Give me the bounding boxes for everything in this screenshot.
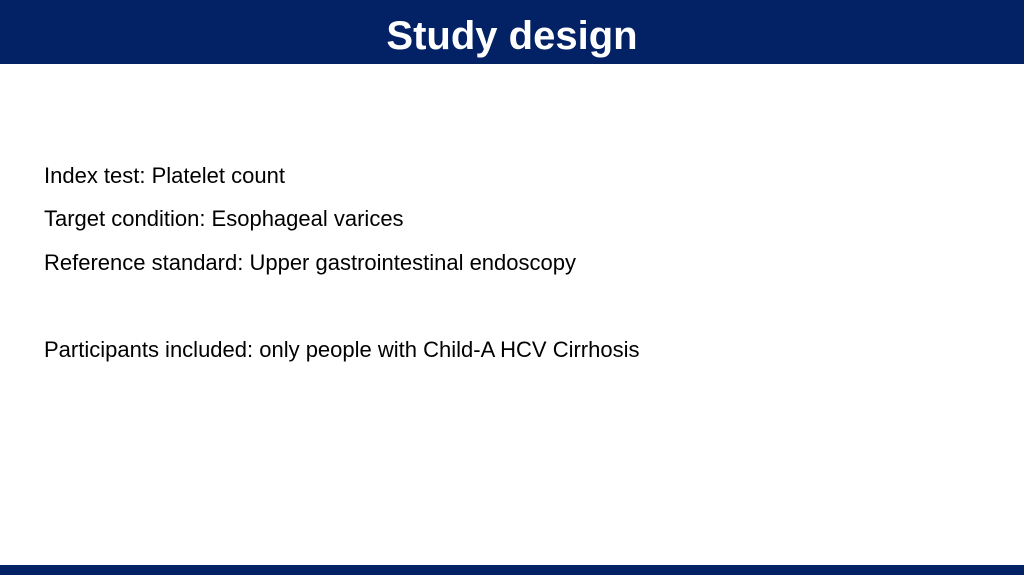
slide-title: Study design [386,14,638,58]
reference-standard-line: Reference standard: Upper gastrointestinal endoscopy [44,250,576,275]
target-condition-line: Target condition: Esophageal varices [44,206,404,231]
index-test-line: Index test: Platelet count [44,163,285,188]
participants-line: Participants included: only people with Child-A HCV Cirrhosis [44,337,640,362]
footer-bar [0,565,1024,575]
